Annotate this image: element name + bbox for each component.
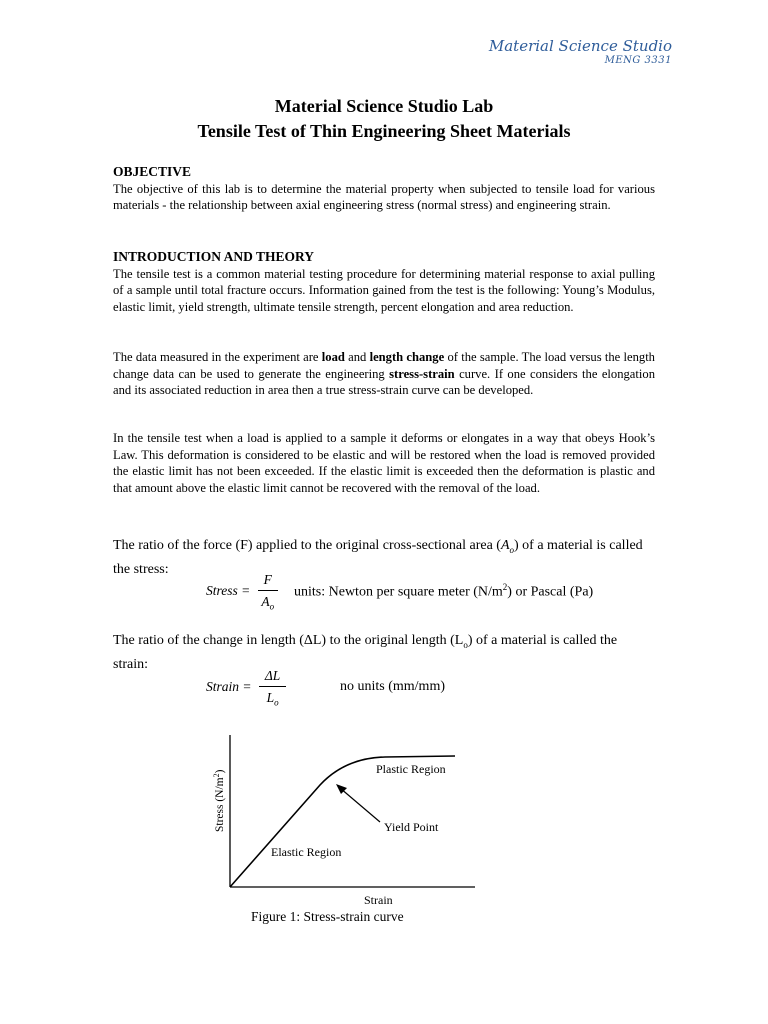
stress-text-a: The ratio of the force (F) applied to the original cross-sectional area ( bbox=[113, 538, 501, 553]
plastic-region-label: Plastic Region bbox=[376, 762, 446, 776]
stress-denominator: $A_o$ bbox=[261, 594, 275, 612]
objective-heading: OBJECTIVE bbox=[113, 164, 192, 179]
p2-stress-strain: stress-strain bbox=[389, 366, 455, 381]
strain-definition bbox=[113, 631, 655, 674]
y-axis-label: Stress $(N/m^2)$ bbox=[212, 769, 226, 832]
strain-eq-lhs: Strain = bbox=[206, 678, 252, 694]
intro-paragraph-1: The tensile test is a common material testing procedure for determining material response to axial pulling of a sample until total fracture occurs. Information gained from the test is the following: Young’s Modulus, elastic limit, yield strength, ultimate tensile strength, percent elongation and area reduction. bbox=[113, 266, 655, 314]
title-line-1: Material Science Studio Lab bbox=[274, 96, 494, 116]
course-code: MENG 3331 bbox=[604, 55, 672, 67]
strain-fraction bbox=[259, 668, 286, 708]
p2-text-c: of the sample. The load versus the length change data can be used to generate the engineering bbox=[113, 350, 655, 381]
stress-strain-diagram bbox=[200, 730, 490, 910]
stress-eq-lhs: Stress = bbox=[206, 582, 251, 598]
brand-name: Material Science Studio bbox=[488, 37, 672, 55]
objective-section bbox=[113, 164, 655, 214]
intro-paragraph-2 bbox=[113, 349, 655, 399]
intro-section bbox=[113, 249, 655, 315]
stress-definition bbox=[113, 536, 655, 579]
stress-text-b: ) of a material is called the stress: bbox=[113, 538, 643, 577]
strain-equation bbox=[206, 668, 286, 708]
strain-numerator: ΔL bbox=[259, 668, 286, 687]
yield-arrow-line bbox=[340, 788, 380, 822]
area-symbol: A bbox=[500, 538, 510, 553]
header-brand bbox=[489, 38, 672, 67]
elastic-region-label: Elastic Region bbox=[271, 845, 342, 859]
strain-text-b: ) of a material is called the strain: bbox=[113, 633, 618, 672]
stress-strain-figure bbox=[200, 730, 490, 930]
p2-text-b: and bbox=[344, 350, 370, 364]
intro-paragraph-2-block bbox=[113, 349, 655, 399]
strain-denominator: $L_o$ bbox=[266, 690, 279, 708]
p2-text-a: The data measured in the experiment are bbox=[113, 350, 322, 364]
strain-text-a: The ratio of the change in length (ΔL) to the original length (L bbox=[113, 633, 464, 648]
figure-caption: Figure 1: Stress-strain curve bbox=[251, 909, 404, 924]
yield-point-label: Yield Point bbox=[384, 820, 439, 834]
stress-equation bbox=[206, 572, 278, 612]
length-subscript: o bbox=[463, 639, 468, 650]
area-subscript: o bbox=[509, 544, 515, 555]
stress-numerator: F bbox=[258, 572, 278, 591]
p2-length-change: length change bbox=[369, 350, 445, 364]
stress-fraction bbox=[258, 572, 278, 612]
intro-paragraph-3: In the tensile test when a load is applied to a sample it deforms or elongates in a way that obeys Hook’s Law. This deformation is considered to be elastic and will be restored when the load is removed provided the elastic limit has not been exceeded. If the elastic limit is exceeded then the deformation is plastic and that amount above the elastic limit cannot be recovered with the removal of the load. bbox=[113, 431, 655, 495]
intro-heading: INTRODUCTION AND THEORY bbox=[113, 249, 315, 264]
p2-load: load bbox=[321, 350, 345, 364]
strain-units: no units (mm/mm) bbox=[340, 679, 445, 694]
p2-text-d: curve. If one considers the elongation and its associated reduction in area then a true stress-strain curve can be developed. bbox=[113, 366, 655, 397]
document-title bbox=[0, 94, 768, 144]
x-axis-label: Strain bbox=[364, 893, 393, 907]
objective-text: The objective of this lab is to determine the material property when subjected to tensile load for various materials - the relationship between axial engineering stress (normal stress) and engineering strain. bbox=[113, 181, 655, 212]
intro-paragraph-3-block bbox=[113, 430, 655, 496]
stress-units: units: Newton per square meter $(N/m^2)$ or Pascal (Pa) bbox=[294, 582, 594, 600]
title-line-2: Tensile Test of Thin Engineering Sheet Materials bbox=[197, 121, 571, 141]
